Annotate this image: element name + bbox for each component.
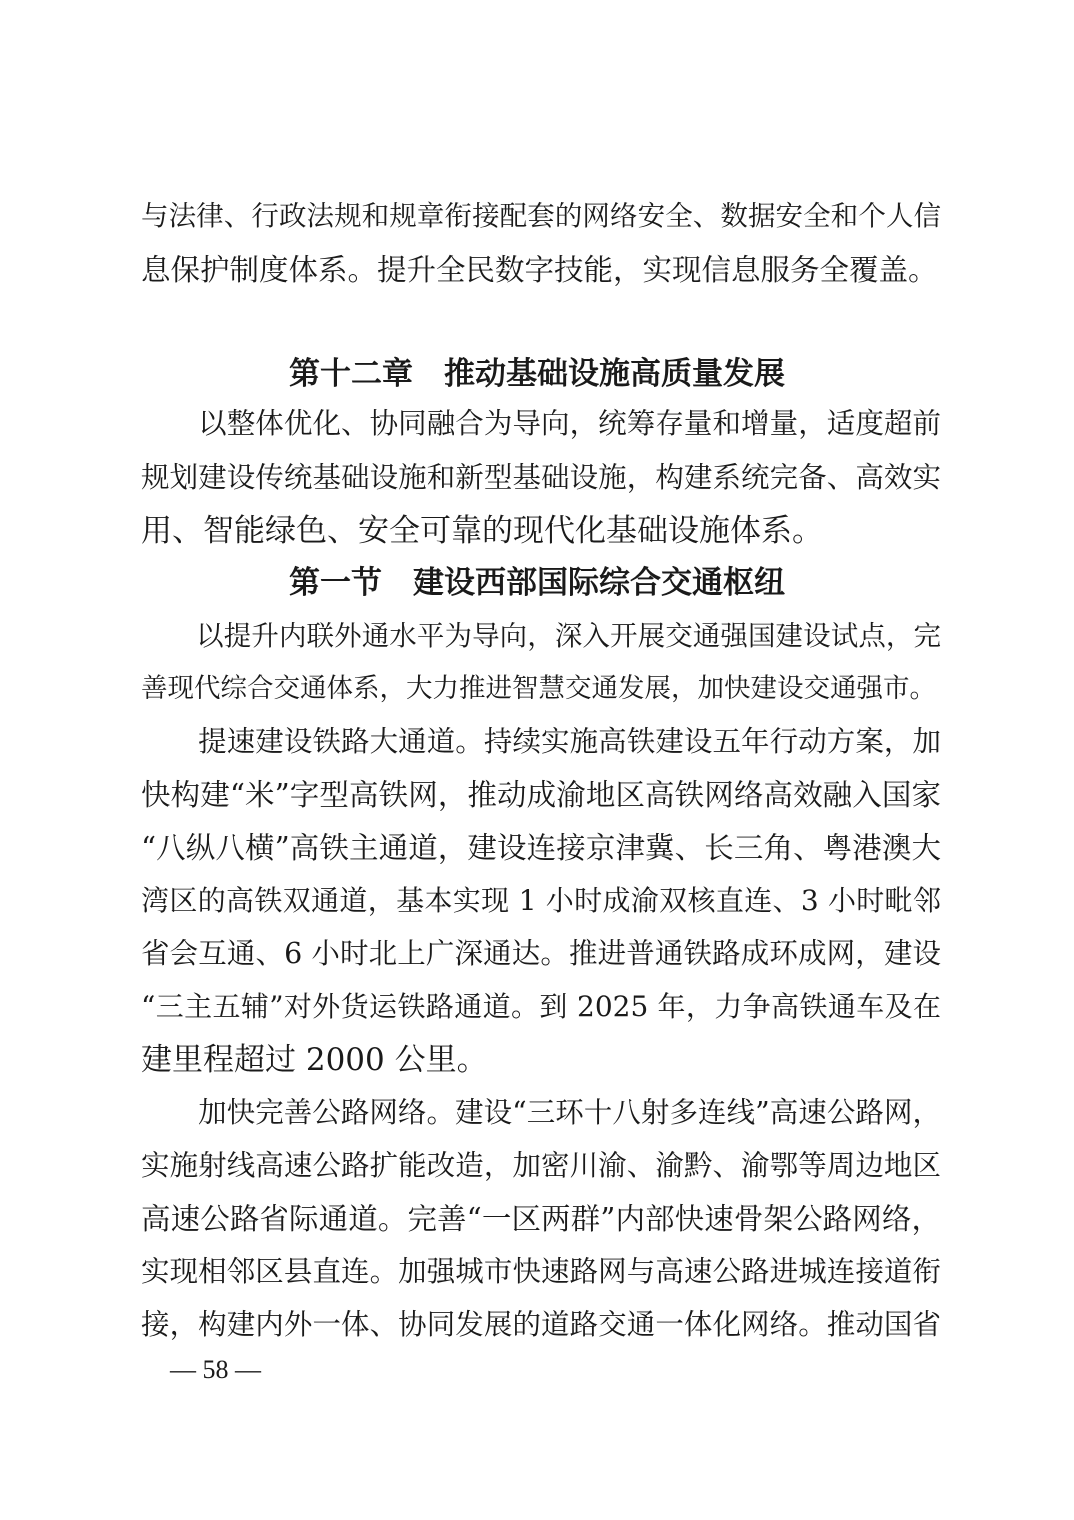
body-line: 以提升内联外通水平为导向，深入开展交通强国建设试点，完: [141, 620, 941, 652]
body-line: 建里程超过 2000 公里。: [141, 1042, 488, 1078]
body-line: 规划建设传统基础设施和新型基础设施，构建系统完备、高效实: [141, 461, 941, 494]
body-line: 善现代综合交通体系，大力推进智慧交通发展，加快建设交通强市。: [141, 673, 936, 704]
body-line: 实施射线高速公路扩能改造，加密川渝、渝黔、渝鄂等周边地区: [141, 1149, 941, 1182]
page-number: — 58 —: [170, 1355, 261, 1384]
body-line: 与法律、行政法规和规章衔接配套的网络安全、数据安全和个人信: [141, 200, 941, 232]
body-line: 高速公路省际通道。完善“一区两群”内部快速骨架公路网络，: [141, 1202, 941, 1236]
body-line: 快构建“米”字型高铁网，推动成渝地区高铁网络高效融入国家: [141, 778, 941, 812]
body-line: “八纵八横”高铁主通道，建设连接京津冀、长三角、粤港澳大: [141, 831, 941, 865]
body-line: 息保护制度体系。提升全民数字技能，实现信息服务全覆盖。: [141, 253, 938, 287]
body-line: 以整体优化、协同融合为导向，统筹存量和增量，适度超前: [141, 407, 941, 440]
body-line: 实现相邻区县直连。加强城市快速路网与高速公路进城连接道衔: [141, 1255, 941, 1288]
body-line: 提速建设铁路大通道。持续实施高铁建设五年行动方案，加: [141, 725, 941, 758]
body-line: 用、智能绿色、安全可靠的现代化基础设施体系。: [141, 513, 823, 549]
chapter-title: 第十二章 推动基础设施高质量发展: [289, 356, 785, 392]
body-line: 接，构建内外一体、协同发展的道路交通一体化网络。推动国省: [141, 1308, 941, 1341]
body-line: 加快完善公路网络。建设“三环十八射多连线”高速公路网，: [141, 1096, 941, 1129]
body-line: 省会互通、6 小时北上广深通达。推进普通铁路成环成网，建设: [141, 937, 941, 970]
section-title: 第一节 建设西部国际综合交通枢纽: [289, 565, 785, 601]
body-line: “三主五辅”对外货运铁路通道。到 2025 年，力争高铁通车及在: [141, 990, 941, 1023]
body-line: 湾区的高铁双通道，基本实现 1 小时成渝双核直连、3 小时毗邻: [141, 884, 941, 917]
